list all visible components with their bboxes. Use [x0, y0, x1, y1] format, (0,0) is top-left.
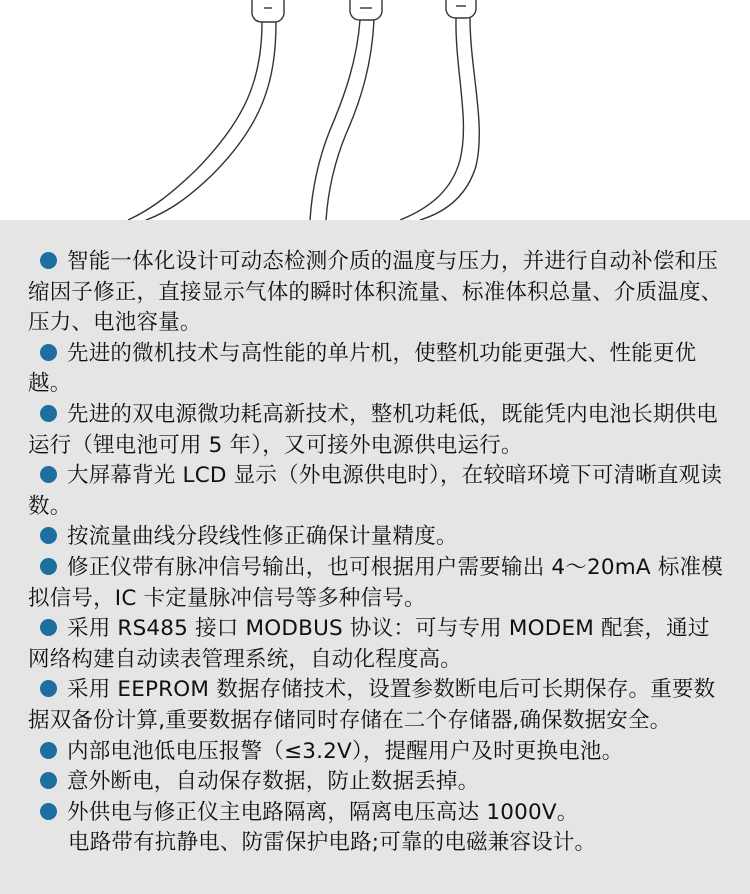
bullet-icon	[40, 344, 57, 361]
feature-item	[28, 798, 728, 829]
bullet-icon	[40, 742, 57, 759]
bullet-icon	[40, 619, 57, 636]
feature-item	[28, 737, 728, 768]
feature-continuation: 电路带有抗静电、防雷保护电路;可靠的电磁兼容设计。	[68, 830, 597, 856]
feature-item	[28, 400, 728, 461]
feature-item	[28, 553, 728, 614]
feature-text: 先进的双电源微功耗高新技术，整机功耗低，既能凭内电池长期供电运行（锂电池可用 5 年），又可接外电源供电运行。	[28, 401, 719, 458]
feature-item	[28, 614, 728, 675]
feature-text: 外供电与修正仪主电路隔离，隔离电压高达 1000V。	[67, 799, 579, 825]
feature-text: 大屏幕背光 LCD 显示（外电源供电时），在较暗环境下可清晰直观读数。	[28, 463, 723, 519]
feature-text: 先进的微机技术与高性能的单片机，使整机功能更强大、性能更优越。	[28, 340, 697, 397]
feature-item	[28, 339, 728, 400]
features-panel	[0, 220, 750, 894]
feature-item	[28, 461, 728, 522]
bullet-icon	[40, 558, 57, 575]
bullet-icon	[40, 252, 57, 269]
bullet-icon	[40, 680, 57, 697]
feature-item	[28, 767, 728, 798]
feature-text: 内部电池低电压报警（≤3.2V），提醒用户及时更换电池。	[67, 738, 624, 764]
feature-list	[28, 247, 728, 859]
bullet-icon	[40, 803, 57, 820]
feature-text: 采用 RS485 接口 MODBUS 协议：可与专用 MODEM 配套，通过网络构建自动读表管理系统，自动化程度高。	[28, 616, 710, 672]
feature-text: 意外断电，自动保存数据，防止数据丢掉。	[67, 769, 480, 795]
bullet-icon	[40, 772, 57, 789]
feature-text: 修正仪带有脉冲信号输出，也可根据用户需要输出 4～20mA 标准模拟信号，IC 卡定量脉冲信号等多种信号。	[28, 554, 723, 611]
cable-drawing	[0, 0, 750, 220]
feature-text: 按流量曲线分段线性修正确保计量精度。	[67, 524, 458, 550]
feature-item	[28, 247, 728, 339]
feature-item	[28, 522, 728, 553]
feature-text: 采用 EEPROM 数据存储技术，设置参数断电后可长期保存。重要数据双备份计算,重要数据存储同时存储在二个存储器,确保数据安全。	[28, 677, 716, 733]
feature-item	[28, 675, 728, 736]
bullet-icon	[40, 466, 57, 483]
bullet-icon	[40, 527, 57, 544]
bullet-icon	[40, 405, 57, 422]
sensor-cables-illustration	[0, 0, 750, 220]
feature-text: 智能一体化设计可动态检测介质的温度与压力，并进行自动补偿和压缩因子修正，直接显示气体的瞬时体积流量、标准体积总量、介质温度、压力、电池容量。	[28, 249, 723, 336]
